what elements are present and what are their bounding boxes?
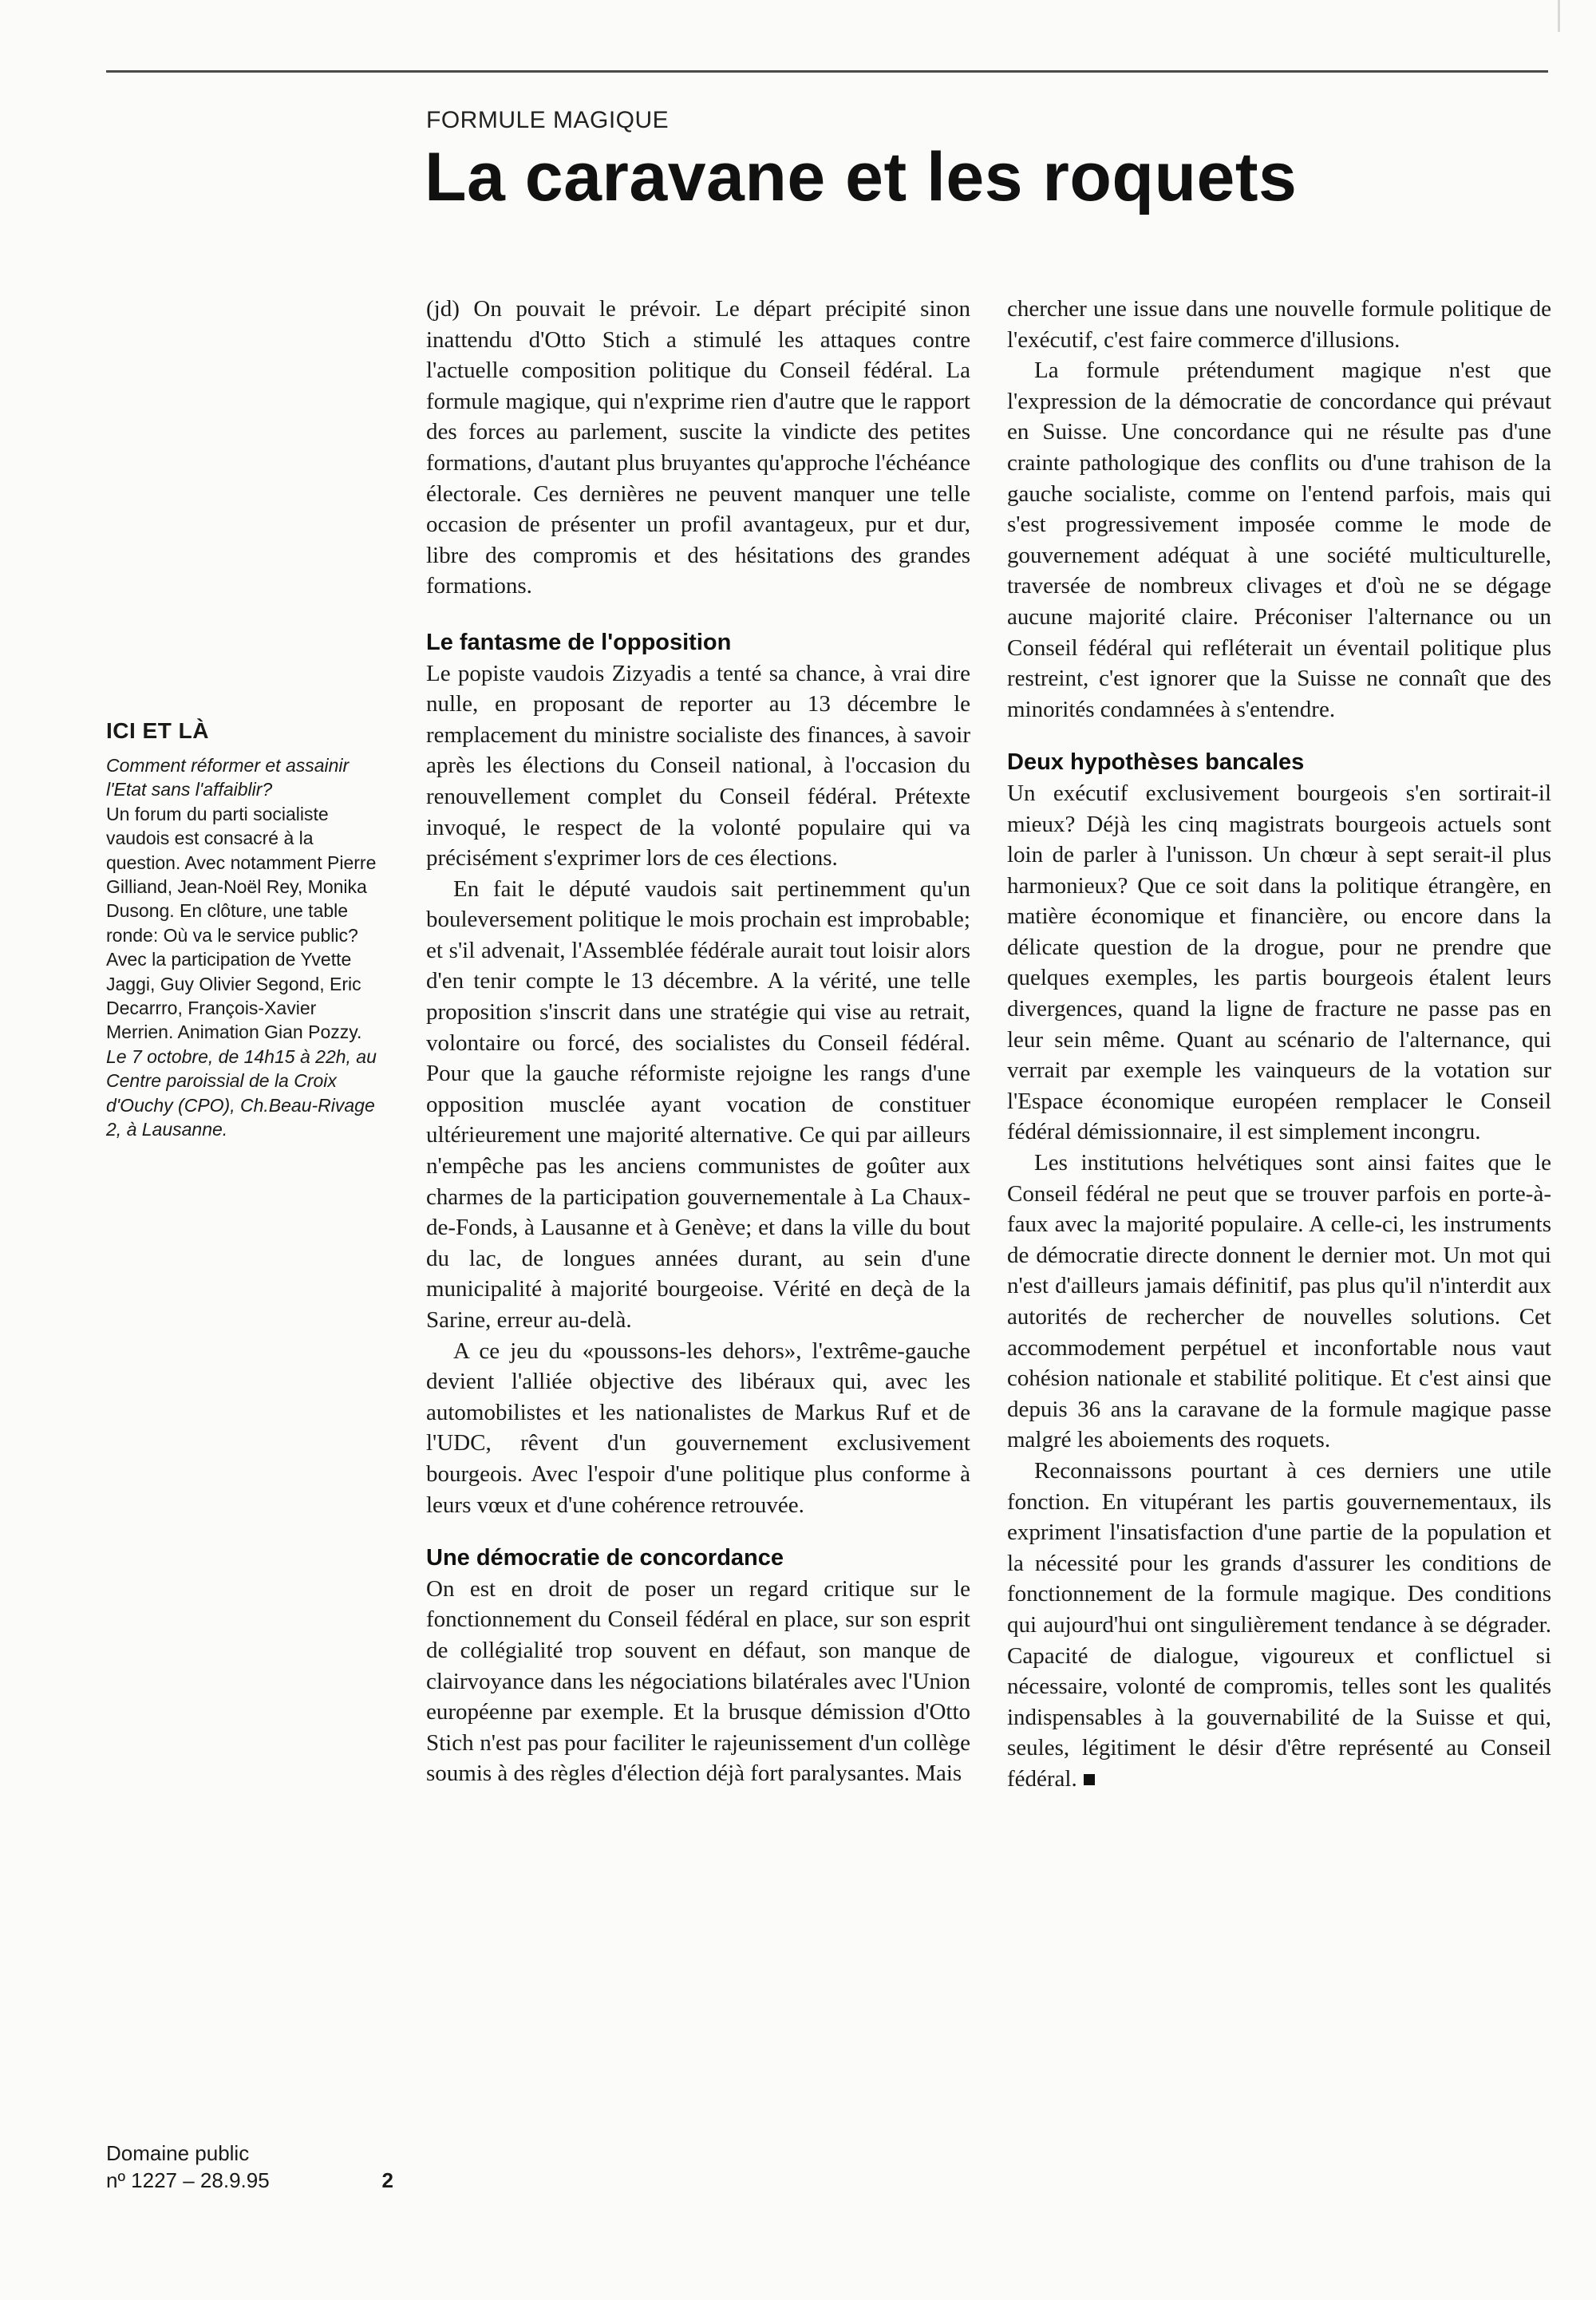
section-heading-hypotheses: Deux hypothèses bancales [1007,749,1305,776]
page-footer [106,2140,393,2194]
article-paragraph: chercher une issue dans une nouvelle formule politique de l'exécutif, c'est faire commerce d'illusions. [1007,296,1551,353]
article-title: La caravane et les roquets [425,139,1298,215]
section-heading-concordance: Une démocratie de concordance [426,1545,784,1571]
publication-name: Domaine public [106,2141,250,2165]
article-kicker: FORMULE MAGIQUE [426,107,670,133]
section-heading-opposition: Le fantasme de l'opposition [426,629,732,655]
article-paragraph: On est en droit de poser un regard critique sur le fonctionnement du Conseil fédéral en place, sur son esprit de collégialité trop souvent en défaut, son manque de clairvoyance dans les négociations bilatérales avec l'Union européenne par exemple. Et la brusque démission d'Otto Stich n'est pas pour faciliter le rajeunissement d'un collège soumis à des règles d'élection déjà fort paralysantes. Mais [426,1575,970,1787]
page-number: 2 [381,2168,393,2192]
sidebar-lead: Comment réformer et assainir l'Etat sans l'affaiblir? [106,755,350,800]
issue-info: nº 1227 – 28.9.95 [106,2168,270,2192]
article-paragraph: A ce jeu du «poussons-les dehors», l'extrême-gauche devient l'alliée objective des libéraux qui, avec les automobilistes et les nationalistes de Markus Ruf et de l'UDC, rêvent d'un gouvernement exclusivement bourgeois. Avec l'espoir d'une politique plus conforme à leurs vœux et d'une cohérence retrouvée. [426,1338,970,1518]
end-of-article-mark [1084,1774,1095,1785]
article-paragraph: La formule prétendument magique n'est que l'expression de la démocratie de concordance qui prévaut en Suisse. Une concordance qui ne résulte pas d'une crainte pathologique des conflits ou d'une trahison de la gauche socialiste, comme on l'entend parfois, mais qui s'est progressivement imposée comme le mode de gouvernement adéquat à une société multiculturelle, traversée de nombreux clivages et d'où ne se dégage aucune majorité claire. Préconiser l'alternance ou un Conseil fédéral qui refléterait un éventail politique plus restreint, c'est ignorer que la Suisse ne connaît que des minorités condamnées à s'entendre. [1007,358,1551,722]
top-rule [106,70,1548,73]
article-intro: (jd) On pouvait le prévoir. Le départ précipité sinon inattendu d'Otto Stich a stimulé les attaques contre l'actuelle composition politique du Conseil fédéral. La formule magique, qui n'exprime rien d'autre que le rapport des forces au parlement, suscite la vindicte des petites formations, d'autant plus bruyantes qu'approche l'échéance électorale. Ces dernières ne peuvent manquer une telle occasion de présenter un profil avantageux, pur et dur, libre des compromis et des hésitations des grandes formations. [426,296,970,599]
article-column-2 [1007,294,1551,1795]
page-edge [1558,0,1560,32]
article-paragraph: Les institutions helvétiques sont ainsi faites que le Conseil fédéral ne peut que se trouver parfois en porte-à-faux avec la majorité populaire. A celle-ci, les instruments de démocratie directe donnent le dernier mot. Un mot qui n'est d'ailleurs jamais définitif, pas plus qu'il n'interdit aux autorités de rechercher de nouvelles solutions. Cet accommodement perpétuel et inconfortable nous vaut cohésion nationale et stabilité politique. Et c'est ainsi que depuis 36 ans la caravane de la formule magique passe malgré les aboiements des roquets. [1007,1150,1551,1453]
sidebar-body: Un forum du parti socialiste vaudois est consacré à la question. Avec notamment Pierre Gilliand, Jean-Noël Rey, Monika Dusong. En clôture, une table ronde: Où va le service public? Avec la participation de Yvette Jaggi, Guy Olivier Segond, Eric Decarrro, François-Xavier Merrien. Animation Gian Pozzy. [106,803,377,1043]
article-paragraph: Un exécutif exclusivement bourgeois s'en sortirait-il mieux? Déjà les cinq magistrats bourgeois actuels sont loin de parler à l'unisson. Un chœur à sept serait-il plus harmonieux? Que ce soit dans la politique étrangère, en matière économique et financière, ou encore dans la délicate question de la drogue, pour ne prendre que quelques exemples, les partis bourgeois étalent leurs divergences, quand la ligne de fracture ne passe pas en leur sein même. Quant au scénario de l'alternance, qui verrait par exemple les vainqueurs de la votation sur l'Espace économique européen remplacer le Conseil fédéral démissionnaire, il est simplement incongru. [1007,780,1551,1145]
final-paragraph-text: Reconnaissons pourtant à ces derniers une utile fonction. En vitupérant les partis gouvernementaux, ils expriment l'insatisfaction d'une partie de la population et la nécessité pour les grands d'assurer les conditions de fonctionnement de la formule magique. Des conditions qui aujourd'hui ont singulièrement tendance à se dégrader. Capacité de dialogue, vigoureux et conflictuel si nécessaire, volonté de compromis, telles sont les qualités indispensables à la gouvernabilité de la Suisse et qui, seules, légitiment le désir d'être représenté au Conseil fédéral. [1007,1457,1551,1792]
article-paragraph-final [1007,1456,1551,1795]
article-column-1 [426,294,970,1789]
article-paragraph: En fait le député vaudois sait pertinemment qu'un bouleversement politique le mois prochain est improbable; et s'il advenait, l'Assemblée fédérale aurait tout loisir alors d'en tenir compte le 13 décembre. A la vérité, une telle proposition s'inscrit dans une stratégie qui vise au retrait, volontaire ou forcé, des socialistes du Conseil fédéral. Pour que la gauche réformiste rejoigne les rangs d'une opposition musclée ayant vocation de constituer ultérieurement une majorité alternative. Ce qui par ailleurs n'empêche pas les anciens communistes de goûter aux charmes de la participation gouvernementale à La Chaux-de-Fonds, à Lausanne et à Genève; et dans la ville du bout du lac, de longues années durant, au sein d'une municipalité à majorité bourgeoise. Vérité en deçà de la Sarine, erreur au-delà. [426,875,970,1333]
sidebar-box [106,715,387,1142]
article-paragraph: Le popiste vaudois Zizyadis a tenté sa chance, à vrai dire nulle, en proposant de reporter au 13 décembre le remplacement du ministre socialiste des finances, à savoir après les élections du Conseil national, à l'occasion du renouvellement complet du Conseil fédéral. Prétexte invoqué, le respect de la volonté populaire qui va précisément s'exprimer lors de ces élections. [426,660,970,871]
sidebar-title: ICI ET LÀ [106,718,209,743]
sidebar-details: Le 7 octobre, de 14h15 à 22h, au Centre paroissial de la Croix d'Ouchy (CPO), Ch.Beau-Rivage 2, à Lausanne. [106,1045,377,1140]
